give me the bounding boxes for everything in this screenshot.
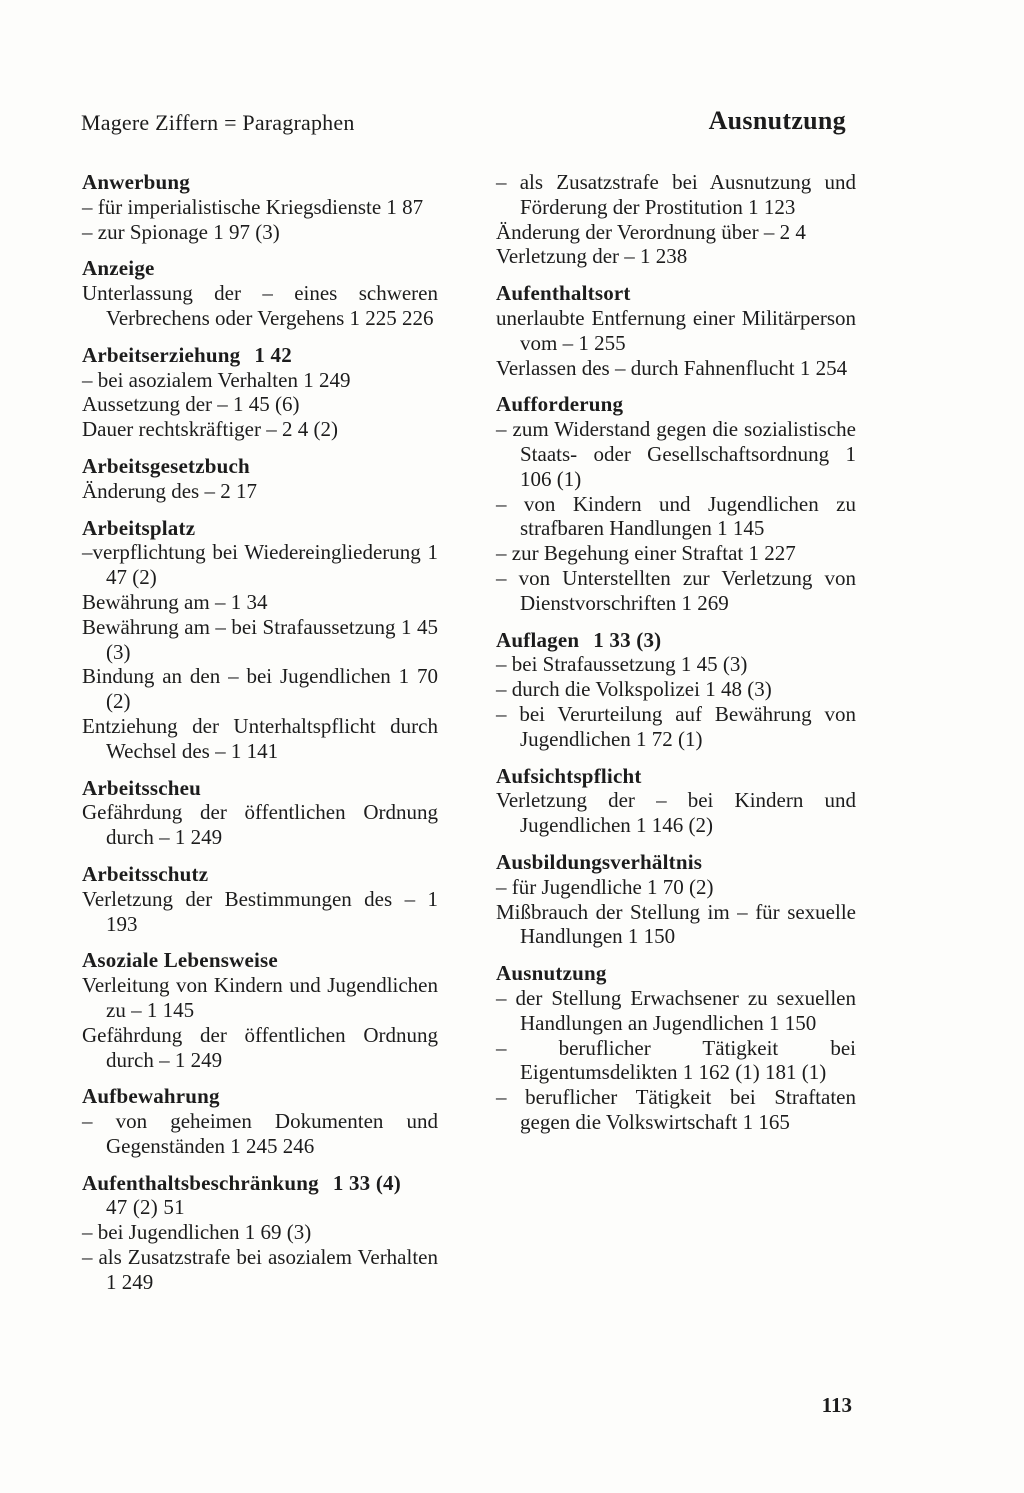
- entry-heading-term: Aufbewahrung: [82, 1084, 220, 1109]
- entry-subline: – bei Verurteilung auf Bewährung von Jugendlichen 1 72 (1): [496, 701, 856, 751]
- entry-subline: Änderung der Verordnung über – 2 4: [496, 219, 806, 244]
- entry-subline: Gefährdung der öffentlichen Ordnung durch – 1 249: [82, 800, 438, 850]
- entry-heading: [496, 392, 856, 417]
- entry-heading: [82, 343, 438, 368]
- entry-heading-term: Aufforderung: [496, 392, 624, 417]
- index-entry: [496, 170, 856, 269]
- entry-heading: [82, 1171, 438, 1221]
- entry-subline: – bei Strafaussetzung 1 45 (3): [496, 652, 748, 677]
- entry-heading: [496, 764, 856, 789]
- entry-heading-term: Arbeitsplatz: [82, 515, 196, 540]
- entry-heading: [82, 256, 438, 281]
- entry-heading-term: Arbeitsscheu: [82, 775, 202, 800]
- entry-subline: Verletzung der – bei Kindern und Jugendlichen 1 146 (2): [496, 788, 856, 838]
- entry-subline: Gefährdung der öffentlichen Ordnung durch – 1 249: [82, 1022, 438, 1072]
- entry-heading: [82, 776, 438, 801]
- entry-heading-term: Auflagen: [496, 627, 580, 652]
- entry-subline: Dauer rechtskräftiger – 2 4 (2): [82, 417, 338, 442]
- entry-heading-term: Asoziale Lebensweise: [82, 948, 278, 973]
- entry-heading-reference: 1 33 (3): [593, 627, 662, 652]
- index-entry: [82, 454, 438, 504]
- index-column-right: [496, 170, 856, 1147]
- entry-heading-reference: 1 33 (4): [332, 1170, 401, 1195]
- index-entry: [496, 961, 856, 1135]
- entry-heading: [82, 516, 438, 541]
- entry-heading: [82, 1084, 438, 1109]
- entry-subline: – von Kindern und Jugendlichen zu strafbaren Handlungen 1 145: [496, 491, 856, 541]
- entry-subline: Mißbrauch der Stellung im – für sexuelle Handlungen 1 150: [496, 899, 856, 949]
- entry-subline: – beruflicher Tätigkeit bei Straftaten gegen die Volkswirtschaft 1 165: [496, 1085, 856, 1134]
- index-entry: [496, 628, 856, 752]
- entry-heading-reference: 1 42: [254, 342, 292, 367]
- entry-heading: [82, 862, 438, 887]
- running-header-note: Magere Ziffern = Paragraphen: [81, 110, 355, 135]
- entry-heading: [496, 850, 856, 875]
- entry-heading-term: Anzeige: [82, 256, 155, 281]
- index-entry: [496, 850, 856, 949]
- index-entry: [82, 516, 438, 764]
- entry-subline: –verpflichtung bei Wiedereingliederung 1 47 (2): [82, 540, 438, 590]
- index-entry: [496, 281, 856, 380]
- index-entry: [82, 256, 438, 330]
- entry-subline: Änderung des – 2 17: [82, 478, 257, 503]
- entry-heading-term: Ausbildungsverhältnis: [496, 849, 703, 874]
- entry-subline: – als Zusatzstrafe bei asozialem Verhalten 1 249: [82, 1245, 438, 1294]
- index-entry: [82, 948, 438, 1072]
- entry-subline: – zur Begehung einer Straftat 1 227: [496, 541, 796, 566]
- entry-heading: [496, 961, 856, 986]
- entry-subline: – als Zusatzstrafe bei Ausnutzung und Förderung der Prostitution 1 123: [496, 170, 856, 219]
- entry-subline: – beruflicher Tätigkeit bei Eigentumsdelikten 1 162 (1) 181 (1): [496, 1035, 856, 1085]
- entry-subline: – der Stellung Erwachsener zu sexuellen Handlungen an Jugendlichen 1 150: [496, 985, 856, 1035]
- entry-subline: unerlaubte Entfernung einer Militärperson vom – 1 255: [496, 305, 856, 355]
- entry-heading: [496, 628, 856, 653]
- index-entry: [82, 170, 438, 244]
- entry-subline: – durch die Volkspolizei 1 48 (3): [496, 677, 772, 702]
- entry-heading-term: Ausnutzung: [496, 961, 607, 986]
- entry-heading: [82, 170, 438, 195]
- entry-subline: – für Jugendliche 1 70 (2): [496, 874, 714, 899]
- entry-subline: Unterlassung der – eines schweren Verbrechens oder Vergehens 1 225 226: [82, 281, 438, 330]
- index-entry: [496, 392, 856, 615]
- entry-subline: Verleitung von Kindern und Jugendlichen zu – 1 145: [82, 973, 438, 1022]
- entry-subline: – von geheimen Dokumenten und Gegenständen 1 245 246: [82, 1109, 438, 1158]
- entry-subline: – zur Spionage 1 97 (3): [82, 219, 280, 244]
- entry-subline: Verletzung der Bestimmungen des – 1 193: [82, 886, 438, 936]
- entry-subline: Bindung an den – bei Jugendlichen 1 70 (2): [82, 664, 438, 714]
- index-column-left: [82, 170, 438, 1307]
- page-number: 113: [821, 1393, 852, 1417]
- index-entry: [82, 1171, 438, 1295]
- entry-subline: – zum Widerstand gegen die sozialistische Staats- oder Gesellschaftsordnung 1 106 (1): [496, 417, 856, 491]
- entry-heading-term: Arbeitsgesetzbuch: [82, 453, 250, 478]
- entry-heading-reference-continued: 47 (2) 51: [106, 1195, 185, 1220]
- entry-subline: – für imperialistische Kriegsdienste 1 87: [82, 194, 424, 219]
- index-entry: [82, 776, 438, 850]
- entry-heading-term: Aufenthaltsbeschränkung: [82, 1170, 319, 1195]
- entry-subline: Bewährung am – 1 34: [82, 589, 268, 614]
- entry-heading-term: Aufenthaltsort: [496, 281, 631, 306]
- entry-subline: Aussetzung der – 1 45 (6): [82, 392, 300, 417]
- entry-heading: [82, 454, 438, 479]
- entry-heading: [82, 948, 438, 973]
- entry-subline: Verletzung der – 1 238: [496, 244, 688, 269]
- index-entry: [82, 1084, 438, 1158]
- entry-heading-term: Anwerbung: [82, 170, 190, 194]
- entry-heading-term: Arbeitserziehung: [82, 342, 241, 367]
- running-header-keyword: Ausnutzung: [708, 106, 846, 135]
- entry-subline: – von Unterstellten zur Verletzung von Dienstvorschriften 1 269: [496, 565, 856, 615]
- entry-subline: – bei asozialem Verhalten 1 249: [82, 367, 351, 392]
- entry-heading-term: Aufsichtspflicht: [496, 763, 642, 788]
- entry-subline: Verlassen des – durch Fahnenflucht 1 254: [496, 355, 848, 380]
- entry-heading-term: Arbeitsschutz: [82, 861, 209, 886]
- index-entry: [82, 343, 438, 442]
- index-entry: [82, 862, 438, 936]
- entry-subline: Bewährung am – bei Strafaussetzung 1 45 (3): [82, 614, 438, 664]
- entry-subline: – bei Jugendlichen 1 69 (3): [82, 1220, 312, 1245]
- index-entry: [496, 764, 856, 838]
- entry-subline: Entziehung der Unterhaltspflicht durch Wechsel des – 1 141: [82, 713, 438, 763]
- entry-heading: [496, 281, 856, 306]
